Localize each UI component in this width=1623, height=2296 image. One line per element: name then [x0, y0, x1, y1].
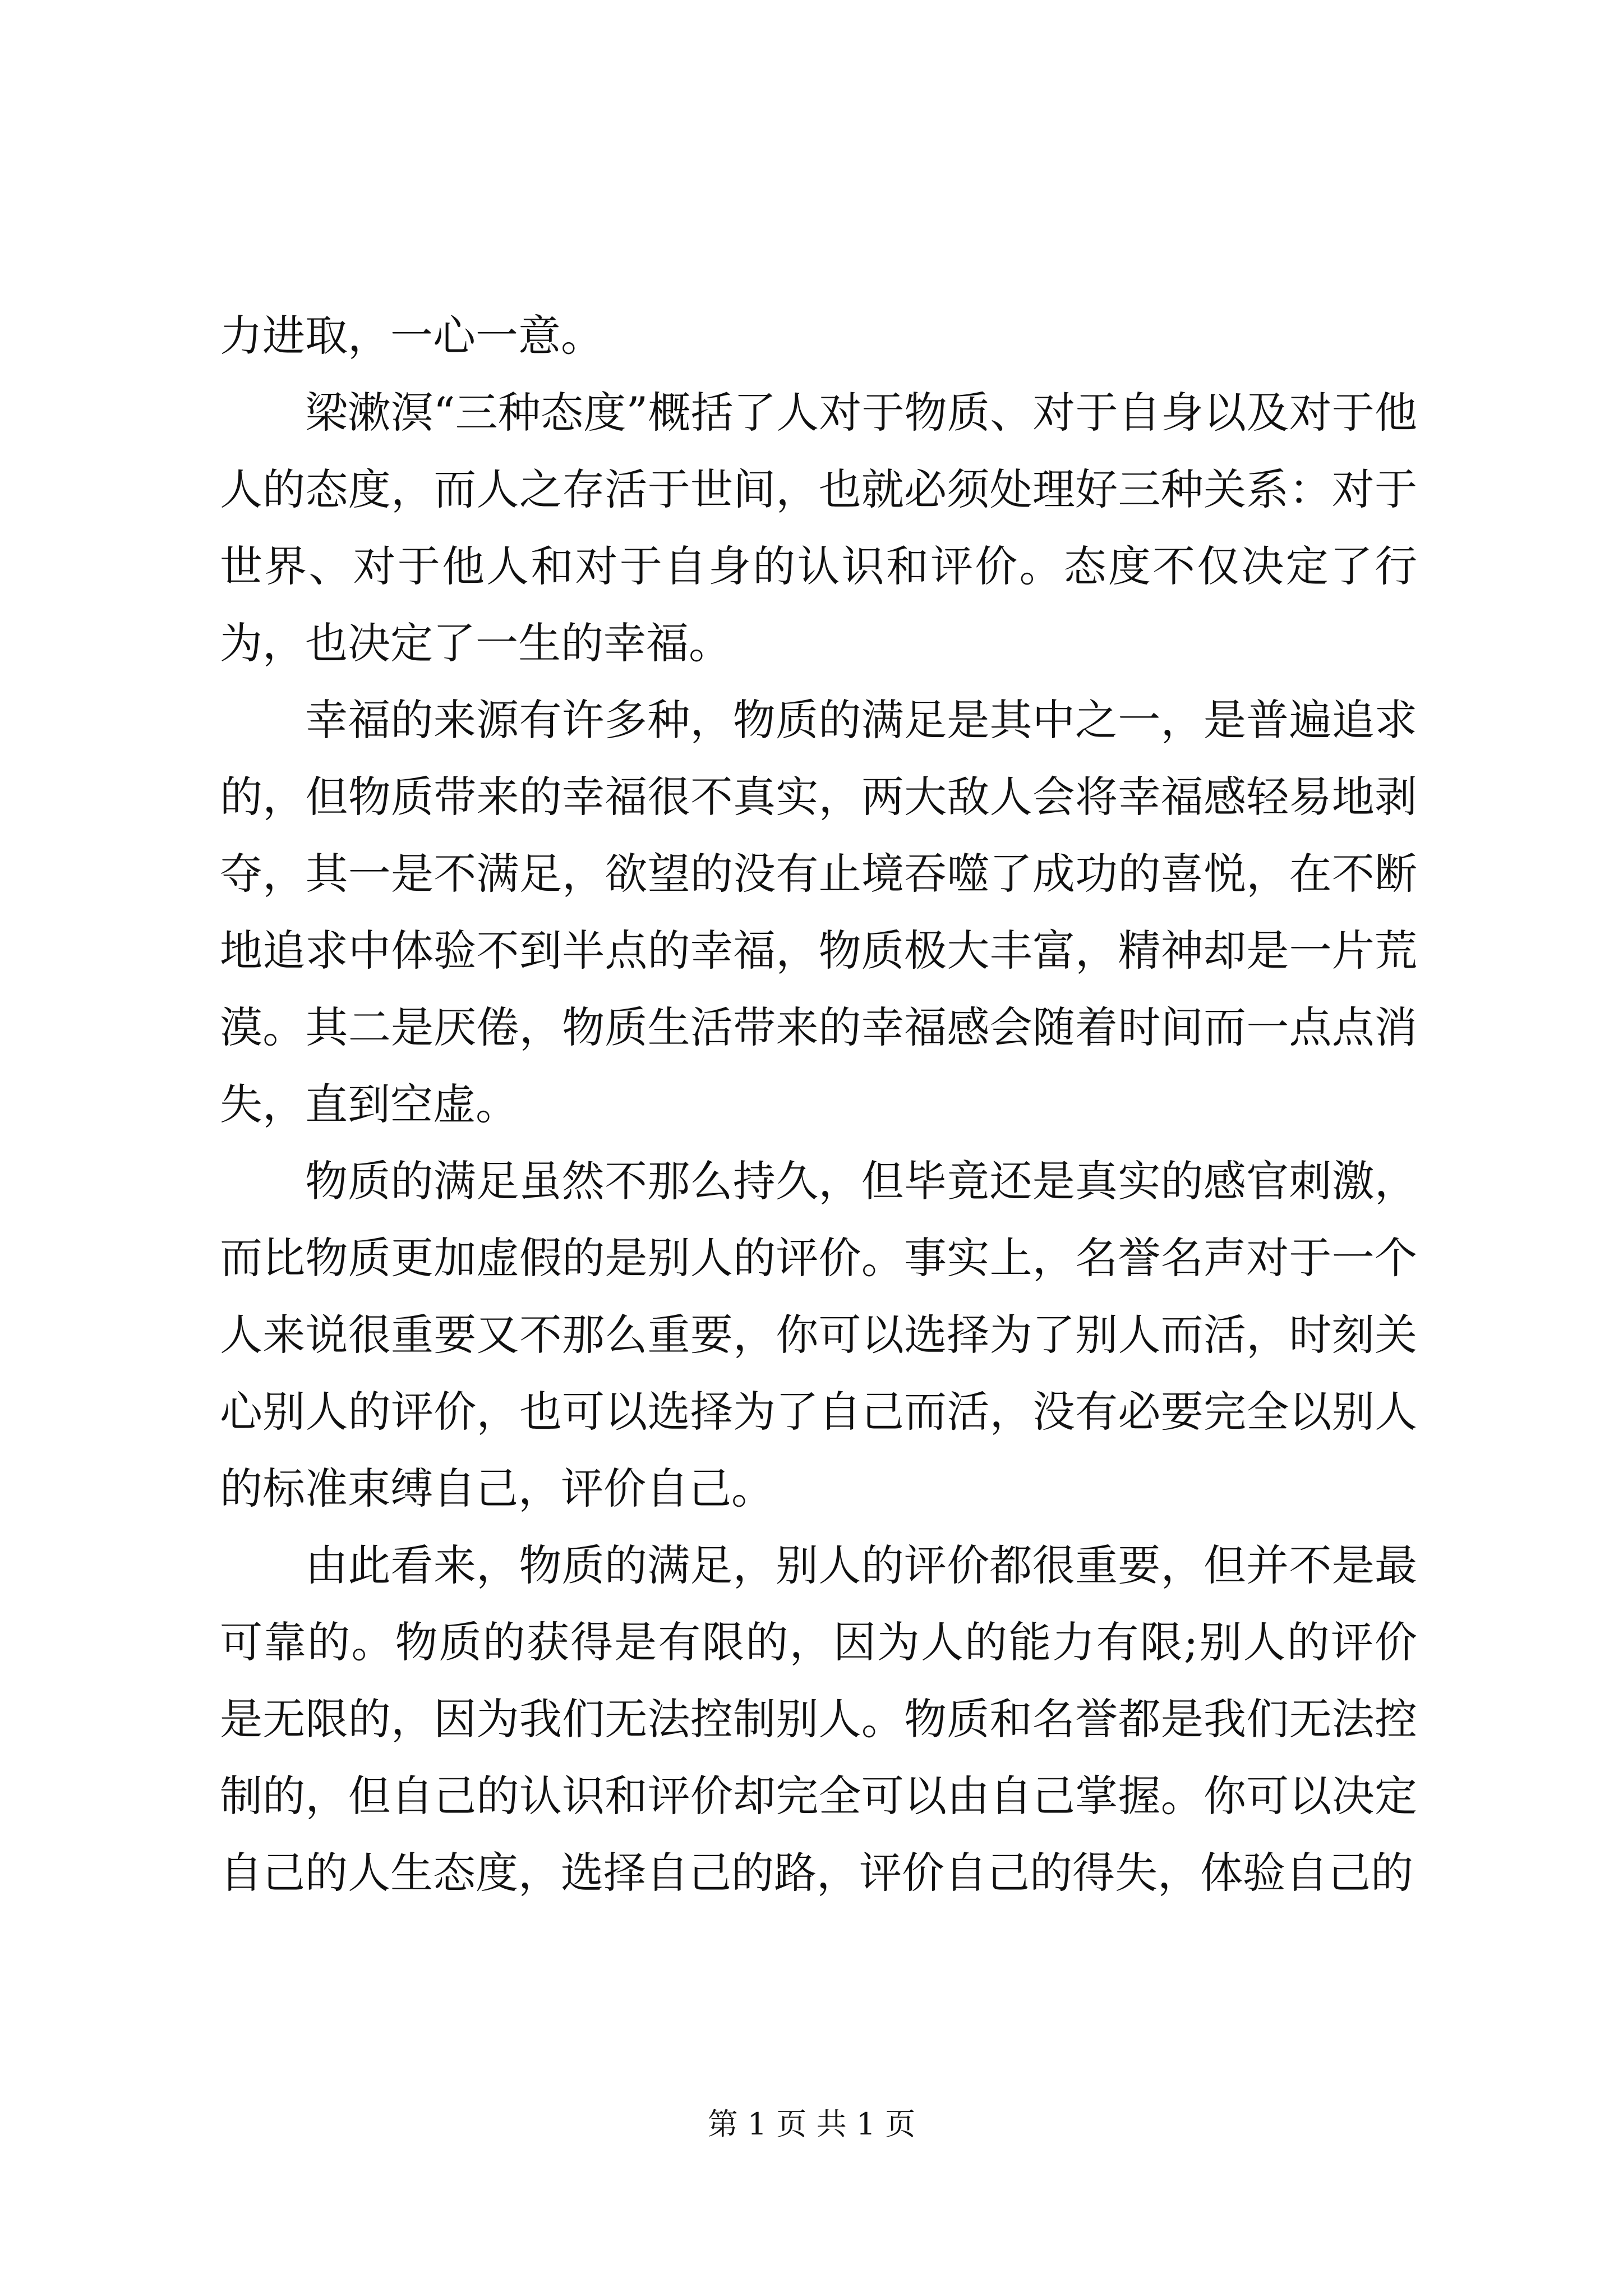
paragraph-2: 梁漱溟“三种态度”概括了人对于物质、对于自身以及对于他人的态度，而人之存活于世间，也就必须处理好三种关系：对于世界、对于他人和对于自身的认识和评价。态度不仅决定了行为，也决定了一生的幸福。: [220, 388, 1417, 668]
paragraph-3: 幸福的来源有许多种，物质的满足是其中之一，是普遍追求的，但物质带来的幸福很不真实，两大敌人会将幸福感轻易地剥夺，其一是不满足，欲望的没有止境吞噬了成功的喜悦，在不断地追求中体验不到半点的幸福，物质极大丰富，精神却是一片荒漠。其二是厌倦，物质生活带来的幸福感会随着时间而一点点消失，直到空虚。: [220, 695, 1417, 1129]
paragraph-4: 物质的满足虽然不那么持久，但毕竟还是真实的感官刺激，而比物质更加虚假的是别人的评价。事实上，名誉名声对于一个人来说很重要又不那么重要，你可以选择为了别人而活，时刻关心别人的评价，也可以选择为了自己而活，没有必要完全以别人的标准束缚自己，评价自己。: [220, 1156, 1417, 1513]
paragraph-5: 由此看来，物质的满足，别人的评价都很重要，但并不是最可靠的。物质的获得是有限的，因为人的能力有限;别人的评价是无限的，因为我们无法控制别人。物质和名誉都是我们无法控制的，但自己的认识和评价却完全可以由自己掌握。你可以决定自己的人生态度，选择自己的路，评价自己的得失，体验自己的: [220, 1540, 1417, 1898]
document-body: [220, 297, 1417, 1911]
page-footer: 第 1 页 共 1 页: [707, 2106, 916, 2142]
paragraph-1: 力进取，一心一意。: [220, 311, 603, 361]
